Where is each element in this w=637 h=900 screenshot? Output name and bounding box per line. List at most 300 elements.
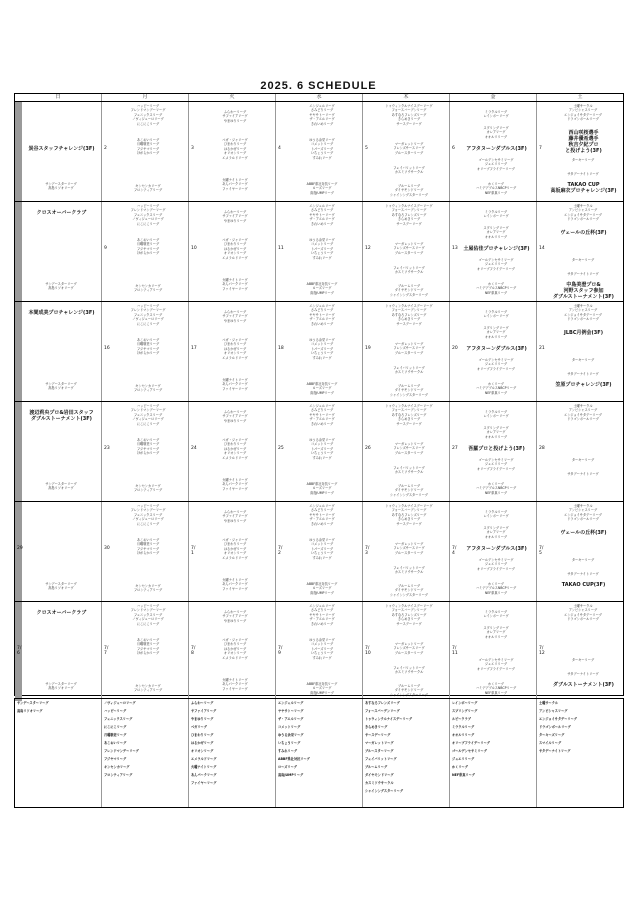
wed-entry: エンジェルリーグ — [309, 304, 335, 308]
wed-entry: すみれリーグ — [312, 255, 332, 260]
wed-entry: すみれリーグ — [312, 355, 332, 360]
thu-entry: シャインングスターリーグ — [389, 692, 428, 697]
day-cell-thu — [363, 602, 450, 701]
sun-entry: 高島リソオリーグ — [48, 486, 74, 491]
tue-entry: ファイヤーリーグ — [222, 486, 248, 491]
mon-entry: フジヤマリーグ — [136, 246, 160, 251]
wed-entry: さみどりリーグ — [310, 108, 334, 113]
wed-entry: ABBF県社対抗リーグ — [306, 382, 338, 386]
fri-entry: ジュエリリーグ — [484, 562, 508, 567]
fri-entry: オオルリリーグ — [484, 134, 508, 139]
tue-entry: はるかぜリーグ — [223, 546, 247, 551]
mon-entry: にこにこリーグ — [136, 321, 160, 326]
sat-entry: ドラゴンボールリーグ — [567, 217, 599, 222]
tue-entry: ベガ・ジャリーグ — [222, 238, 248, 242]
wed-entry: ローズリーグ — [312, 186, 332, 191]
footer-league-time — [104, 777, 186, 781]
thu-entry: フレンズサースリーグ — [393, 346, 425, 351]
date-number: 17 — [191, 346, 197, 351]
sat-entry: アンビシャスリーグ — [568, 508, 598, 513]
event-title: 中島美澄プロ& 河野スタッフ参加 ダブルストーナメント(3F) — [553, 282, 614, 300]
fri-entry: ジュエリリーグ — [484, 162, 508, 167]
footer-column — [450, 699, 537, 807]
mon-entry: フェニックスリーグ — [133, 112, 163, 117]
date-number: 7/ 1 — [191, 546, 196, 556]
thu-entry: あすなろフレンズリーグ — [391, 412, 427, 417]
footer-league-name: キンセンカリーグ — [104, 765, 130, 769]
sun-entry: 高島リソオリーグ — [48, 586, 74, 591]
day-cell-sun — [15, 302, 102, 401]
thu-entry: きらめきリーグ — [397, 417, 421, 422]
calendar — [14, 93, 624, 696]
tue-entry: ベガ・ジャリーグ — [222, 338, 248, 342]
mon-entry: ほがらかリーグ — [136, 451, 160, 456]
footer-league-name: ブルースターリーグ — [365, 749, 394, 753]
fri-entry: スプリングリーグ — [483, 626, 509, 630]
fri-entry: NEF県真リーグ — [484, 590, 508, 595]
tue-entry: エメラルドリーグ — [222, 555, 248, 560]
tue-entry: ひまわりリーグ — [223, 242, 247, 247]
fri-entry: カレアリーグ — [486, 230, 506, 235]
thu-entry: ブルースターリーグ — [394, 350, 424, 355]
day-cell-sun — [15, 202, 102, 301]
fri-entry: ゴールデンセサミリーグ — [478, 358, 514, 362]
footer-league-name: ふらわーリーグ — [191, 701, 214, 705]
tue-entry: ふらわーリーグ — [223, 610, 247, 614]
fri-entry: オリーブフライデーリーグ — [477, 666, 515, 671]
fri-entry: オリーブフライデーリーグ — [477, 466, 515, 471]
sat-entry: エンジョイサタデーリーグ — [564, 312, 602, 317]
footer-league-name: アンビシャスリーグ — [539, 709, 568, 713]
thu-entry: ブルースターリーグ — [394, 650, 424, 655]
tue-entry: やまゆりリーグ — [223, 218, 247, 223]
thu-entry: サースデーリーグ — [396, 621, 422, 626]
footer-league-name: ターキーズリーグ — [539, 733, 565, 737]
footer-league-name: オリーブフライデーリーグ — [452, 741, 490, 745]
footer-league-name: ブルームリーグ — [365, 765, 388, 769]
wed-entry: いちょうリーグ — [310, 651, 334, 656]
tue-entry: サファイアリーグ — [222, 514, 248, 519]
sat-entry: エンジョイサタデーリーグ — [564, 512, 602, 517]
footer-league-name: エンジェルリーグ — [278, 701, 304, 705]
day-cell-tue — [189, 502, 276, 601]
tue-entry: ひまわりリーグ — [223, 542, 247, 547]
wed-entry: きれいめリーグ — [310, 221, 334, 226]
sat-entry: エンジョイサタデーリーグ — [564, 212, 602, 217]
thu-entry: トゥウィンクルナイスデーリーグ — [385, 404, 433, 408]
fri-entry: カレアリーグ — [486, 330, 506, 335]
tue-entry: オリオンリーグ — [223, 251, 247, 256]
footer-column — [15, 699, 102, 807]
wed-entry: ローズリーグ — [312, 686, 332, 691]
footer-league-name: オオルリリーグ — [452, 733, 475, 737]
sat-entry: ターキーリーグ — [571, 258, 595, 262]
tue-entry: ベガ・ジャリーグ — [222, 138, 248, 142]
fri-entry: レインボーリーグ — [483, 214, 509, 219]
wed-entry: トパーズリーグ — [310, 246, 334, 251]
tue-entry: 火曜ナイトリーグ — [222, 478, 248, 482]
footer-league-name: カスミソウサークル — [365, 781, 394, 785]
footer-league-name: やまゆりリーグ — [191, 717, 214, 721]
thu-entry: フレンズサースリーグ — [393, 446, 425, 451]
footer-league-name: マーガレットリーグ — [365, 741, 394, 745]
event-title: TAKAO CUP(3F) — [561, 582, 606, 588]
day-cell-thu — [363, 302, 450, 401]
date-number: 16 — [104, 346, 110, 351]
footer-league-name: きらめきリーグ — [365, 725, 388, 729]
sat-entry: ドラゴンボールリーグ — [567, 617, 599, 622]
mon-entry: フェニックスリーグ — [133, 612, 163, 617]
tue-entry: オリオンリーグ — [223, 451, 247, 456]
tue-entry: あんパークリーグ — [222, 382, 248, 387]
sun-entry: 高島リソオリーグ — [48, 286, 74, 291]
thu-entry: あすなろフレンズリーグ — [391, 512, 427, 517]
date-number: 20 — [452, 346, 458, 351]
footer-league-name: 高島リソオリーグ — [17, 709, 43, 713]
fri-entry: ミラクルリーグ — [484, 110, 508, 114]
fri-entry: ミラクルリーグ — [484, 410, 508, 414]
tue-entry: オリオンリーグ — [223, 551, 247, 556]
mon-entry: ハッピーリーグ — [136, 604, 160, 608]
wed-entry: ローズリーグ — [312, 586, 332, 591]
day-thu: 木 — [363, 94, 450, 101]
tue-entry: はるかぜリーグ — [223, 646, 247, 651]
footer-league-name: いちょうリーグ — [278, 741, 301, 745]
date-number: 3 — [191, 146, 194, 151]
wed-entry: ABBF県社対抗リーグ — [306, 682, 338, 686]
thu-entry: フェイバリットリーグ — [393, 166, 425, 170]
wed-entry: ザ・アエルリーグ — [309, 617, 335, 622]
footer-league-name: ゴールデンセサミリーグ — [452, 749, 487, 753]
footer-column — [363, 699, 450, 807]
mon-entry: フロンティアリーグ — [133, 488, 163, 493]
event-title: 西山咲桜選手 藤井優希選手 秋吉夕紀プロ と投げよう(3F) — [565, 130, 602, 154]
mon-entry: フロンティアリーグ — [133, 688, 163, 693]
mon-entry: ほがらかリーグ — [136, 651, 160, 656]
tue-entry: やまゆりリーグ — [223, 118, 247, 123]
wed-entry: エンジェルリーグ — [309, 404, 335, 408]
mon-entry: 月曜敬老リーグ — [136, 442, 160, 447]
league-footer — [14, 698, 624, 808]
footer-column — [102, 699, 189, 807]
tue-entry: はるかぜリーグ — [223, 146, 247, 151]
mon-entry: あこおいリーグ — [136, 338, 160, 342]
fri-entry: スプリングリーグ — [483, 126, 509, 130]
footer-league-time — [365, 793, 447, 797]
fri-entry: オオルリリーグ — [484, 634, 508, 639]
tue-entry: サファイアリーグ — [222, 114, 248, 119]
mon-entry: キンセンカリーグ — [135, 384, 161, 388]
footer-league-name: ザ・アエルリーグ — [278, 717, 304, 721]
event-title: 土屋佑佳プロチャレンジ(3F) — [463, 246, 530, 252]
day-cell-tue — [189, 602, 276, 701]
footer-league-time — [452, 777, 534, 781]
thu-entry: マーガレットリーグ — [394, 342, 424, 346]
tue-entry: ふらわーリーグ — [223, 410, 247, 414]
tue-entry: エメラルドリーグ — [222, 155, 248, 160]
thu-entry: きらめきリーグ — [397, 117, 421, 122]
sat-entry: ターキーリーグ — [571, 158, 595, 162]
mon-entry: フレンドマンデーリーグ — [130, 508, 166, 513]
mon-entry: フレンドマンデーリーグ — [130, 608, 166, 613]
event-title: 炭谷スタッフチャレンジ(3F) — [28, 146, 95, 152]
date-number: 21 — [539, 346, 545, 351]
wed-entry: トパーズリーグ — [310, 646, 334, 651]
mon-entry: ハッピーリーグ — [136, 404, 160, 408]
tue-entry: ファイヤーリーグ — [222, 286, 248, 291]
thu-entry: トゥウィンクルナイスデーリーグ — [385, 304, 433, 308]
mon-entry: キンセンカリーグ — [135, 684, 161, 688]
day-cell-sat — [537, 302, 623, 401]
mon-entry: フジヤマリーグ — [136, 646, 160, 651]
event-title: アフタヌーンダブルス(3F) — [466, 546, 527, 552]
tue-entry: ファイヤーリーグ — [222, 186, 248, 191]
footer-league-name: トゥウィンクルナイスデーリーグ — [365, 717, 413, 721]
sat-entry: ターキーリーグ — [571, 358, 595, 362]
thu-entry: カスミソウサークル — [394, 670, 424, 675]
thu-entry: シャインングスターリーグ — [389, 592, 428, 597]
mon-entry: あこおいリーグ — [136, 638, 160, 642]
fri-entry: NEF県真リーグ — [484, 690, 508, 695]
date-number: 7/ 2 — [278, 546, 283, 556]
day-sat: 土 — [577, 94, 583, 100]
wed-entry: エンジェルリーグ — [309, 604, 335, 608]
mon-entry: 月曜敬老リーグ — [136, 542, 160, 547]
event-title: 笠原プロチャレンジ(3F) — [555, 382, 612, 388]
thu-entry: ブルームリーグ — [397, 384, 421, 388]
date-number: 7/ 8 — [191, 646, 196, 656]
wed-entry: トパーズリーグ — [310, 146, 334, 151]
date-number: 10 — [191, 246, 197, 251]
tue-entry: 火曜ナイトリーグ — [222, 578, 248, 582]
footer-league-time — [539, 753, 621, 757]
mon-entry: ハッピーリーグ — [136, 104, 160, 108]
wed-entry: ゆうる余栄リーグ — [309, 538, 335, 542]
footer-league-name: フジヤマリーグ — [104, 757, 127, 761]
event-title: アフタヌーンダブルス(3F) — [466, 346, 527, 352]
fri-entry: ミラクルリーグ — [484, 210, 508, 214]
wed-entry: コメットリーグ — [310, 242, 334, 247]
date-number: 4 — [278, 146, 281, 151]
mon-entry: あこおいリーグ — [136, 538, 160, 542]
fri-entry: オリーブフライデーリーグ — [477, 366, 515, 371]
day-cell-tue — [189, 102, 276, 201]
wed-entry: すみれリーグ — [312, 555, 332, 560]
sat-entry: ターキーリーグ — [571, 658, 595, 662]
wed-entry: ローズリーグ — [312, 486, 332, 491]
thu-entry: トゥウィンクルナイスデーリーグ — [385, 104, 433, 108]
thu-entry: きらめきリーグ — [397, 317, 421, 322]
day-cell-fri — [450, 202, 537, 301]
thu-entry: フェイバリットリーグ — [393, 366, 425, 370]
footer-league-name: エメラルドリーグ — [191, 757, 217, 761]
fri-entry: オリーブフライデーリーグ — [477, 566, 515, 571]
thu-entry: きらめきリーグ — [397, 517, 421, 522]
mon-entry: にこにこリーグ — [136, 121, 160, 126]
fri-entry: かくリーグ — [488, 682, 504, 686]
mon-entry: キンセンカリーグ — [135, 184, 161, 188]
sat-entry: ドラゴンボールリーグ — [567, 317, 599, 322]
date-number: 12 — [365, 246, 371, 251]
footer-league-name: サースデーリーグ — [365, 733, 391, 737]
thu-entry: フォースバーデンリーグ — [391, 408, 427, 413]
day-mon: 月 — [102, 94, 189, 101]
wed-entry: さみどりリーグ — [310, 208, 334, 213]
thu-entry: フェイバリットリーグ — [393, 566, 425, 570]
event-title: 渡辺莉央プロ&岩田スタッフ ダブルストーナメント(3F) — [29, 410, 94, 422]
footer-league-name: オリオンリーグ — [191, 749, 214, 753]
footer-column — [276, 699, 363, 807]
week-row — [15, 602, 623, 701]
thu-entry: ブルースターリーグ — [394, 550, 424, 555]
thu-entry: ダイヤモンドリーグ — [394, 688, 424, 693]
thu-entry: フェイバリットリーグ — [393, 466, 425, 470]
wed-entry: さみどりリーグ — [310, 408, 334, 413]
footer-league-name: シャインングスターリーグ — [365, 789, 404, 793]
day-cell-tue — [189, 302, 276, 401]
mon-entry: あこおいリーグ — [136, 238, 160, 242]
event-title: ヴェールの丘杯(3F) — [560, 530, 607, 536]
footer-league-name: ミラクルリーグ — [452, 725, 475, 729]
date-number: 9 — [104, 246, 107, 251]
footer-league-name: エンジョイサタデーリーグ — [539, 717, 577, 721]
wed-entry: ヤヤサトーリーグ — [309, 512, 335, 517]
sat-entry: 土曜サークル — [573, 604, 593, 608]
day-cell-sun — [15, 502, 102, 601]
wed-entry: すみれリーグ — [312, 155, 332, 160]
footer-column — [537, 699, 623, 807]
thu-entry: ブルームリーグ — [397, 484, 421, 488]
wed-entry: きれいめリーグ — [310, 621, 334, 626]
day-sun: 日 — [15, 94, 102, 101]
sat-entry: アンビシャスリーグ — [568, 608, 598, 613]
footer-league-name: ノヴィジェーロリーグ — [104, 701, 136, 705]
wed-entry: ヤヤサトーリーグ — [309, 412, 335, 417]
date-number: 7/ 4 — [452, 546, 457, 556]
fri-entry: ミラクルリーグ — [484, 610, 508, 614]
thu-entry: あすなろフレンズリーグ — [391, 212, 427, 217]
tue-entry: オリオンリーグ — [223, 151, 247, 156]
thu-entry: サースデーリーグ — [396, 221, 422, 226]
day-cell-fri — [450, 602, 537, 701]
mon-entry: ノヴィジェーロリーグ — [132, 417, 164, 422]
day-cell-sat — [537, 102, 623, 201]
event-title: ダブルストーナメント(3F) — [553, 682, 614, 688]
fri-entry: ハミデデブルスNBCPリーグ — [475, 386, 517, 391]
wed-entry: さみどりリーグ — [310, 308, 334, 313]
wed-entry: ABBF県社対抗リーグ — [306, 282, 338, 286]
thu-entry: シャインングスターリーグ — [389, 492, 428, 497]
event-title: ヴェールの丘杯(3F) — [560, 230, 607, 236]
fri-entry: レインボーリーグ — [483, 614, 509, 619]
mon-entry: ノヴィジェーロリーグ — [132, 617, 164, 622]
footer-league-name: ひまわりリーグ — [191, 733, 214, 737]
day-cell-wed — [276, 102, 363, 201]
thu-entry: フォースバーデンリーグ — [391, 208, 427, 213]
day-cell-mon — [102, 302, 189, 401]
thu-entry: シャインングスターリーグ — [389, 192, 428, 197]
sat-entry: サタデーナイトリーグ — [567, 272, 599, 276]
date-number: 18 — [278, 346, 284, 351]
tue-entry: ベガ・ジャリーグ — [222, 538, 248, 542]
footer-league-name: フェニックスリーグ — [104, 717, 133, 721]
wed-entry: ザ・アエルリーグ — [309, 117, 335, 122]
tue-entry: ベガ・ジャリーグ — [222, 438, 248, 442]
wed-entry: すみれリーグ — [312, 455, 332, 460]
footer-league-name: 土曜サークル — [539, 701, 559, 705]
fri-entry: オオルリリーグ — [484, 434, 508, 439]
wed-entry: 高島JUMPリーグ — [310, 190, 334, 195]
fri-entry: NEF県真リーグ — [484, 390, 508, 395]
mon-entry: ノヴィジェーロリーグ — [132, 117, 164, 122]
day-cell-fri — [450, 502, 537, 601]
tue-entry: エメラルドリーグ — [222, 355, 248, 360]
footer-league-name: フロンティアリーグ — [104, 773, 133, 777]
week-row — [15, 202, 623, 302]
footer-league-name: スマイルリーグ — [539, 741, 562, 745]
wed-entry: きれいめリーグ — [310, 421, 334, 426]
day-cell-sun — [15, 402, 102, 501]
wed-entry: ヤヤサトーリーグ — [309, 112, 335, 117]
event-title: クロスオーバークラブ — [36, 610, 87, 616]
thu-entry: フォースバーデンリーグ — [391, 608, 427, 613]
footer-league-name: ABBF県社対抗リーグ — [278, 757, 310, 761]
footer-league-name: ドラゴンボールリーグ — [539, 725, 571, 729]
mon-entry: 月曜敬老リーグ — [136, 342, 160, 347]
thu-entry: きらめきリーグ — [397, 617, 421, 622]
thu-entry: マーガレットリーグ — [394, 242, 424, 246]
day-cell-tue — [189, 202, 276, 301]
wed-entry: ヤヤサトーリーグ — [309, 612, 335, 617]
date-number: 11 — [278, 246, 284, 251]
footer-league-name: ジュエリリーグ — [452, 757, 475, 761]
footer-league-time — [278, 777, 360, 781]
date-number: 7 — [539, 146, 542, 151]
tue-entry: あんパークリーグ — [222, 582, 248, 587]
thu-entry: ブルームリーグ — [397, 184, 421, 188]
day-cell-fri — [450, 302, 537, 401]
wed-entry: ゆうる余栄リーグ — [309, 638, 335, 642]
wed-entry: コメットリーグ — [310, 342, 334, 347]
wed-entry: ゆうる余栄リーグ — [309, 338, 335, 342]
fri-entry: ゴールデンセサミリーグ — [478, 158, 514, 162]
footer-league-name: はるかぜリーグ — [191, 741, 214, 745]
event-title: 吾羅プロと投げよう(3F) — [468, 446, 525, 452]
mon-entry: キンセンカリーグ — [135, 584, 161, 588]
day-cell-thu — [363, 202, 450, 301]
footer-league-name: ダイヤモンドリーグ — [365, 773, 394, 777]
fri-entry: オオルリリーグ — [484, 234, 508, 239]
week-row — [15, 502, 623, 602]
day-cell-sat — [537, 602, 623, 701]
fri-entry: ジュエリリーグ — [484, 362, 508, 367]
fri-entry: ジュエリリーグ — [484, 262, 508, 267]
fri-entry: オオルリリーグ — [484, 534, 508, 539]
footer-league-name: すみれリーグ — [278, 749, 298, 753]
thu-entry: フォースバーデンリーグ — [391, 308, 427, 313]
thu-entry: サースデーリーグ — [396, 521, 422, 526]
tue-entry: やまゆりリーグ — [223, 418, 247, 423]
thu-entry: カスミソウサークル — [394, 470, 424, 475]
tue-entry: 火曜ナイトリーグ — [222, 378, 248, 382]
footer-league-name: 高島JUMPリーグ — [278, 773, 304, 777]
fri-entry: ゴールデンセサミリーグ — [478, 558, 514, 562]
thu-entry: ダイヤモンドリーグ — [394, 588, 424, 593]
thu-entry: ブルースターリーグ — [394, 250, 424, 255]
thu-entry: シャインングスターリーグ — [389, 292, 428, 297]
mon-entry: フジヤマリーグ — [136, 446, 160, 451]
thu-entry: フォースバーデンリーグ — [391, 508, 427, 513]
